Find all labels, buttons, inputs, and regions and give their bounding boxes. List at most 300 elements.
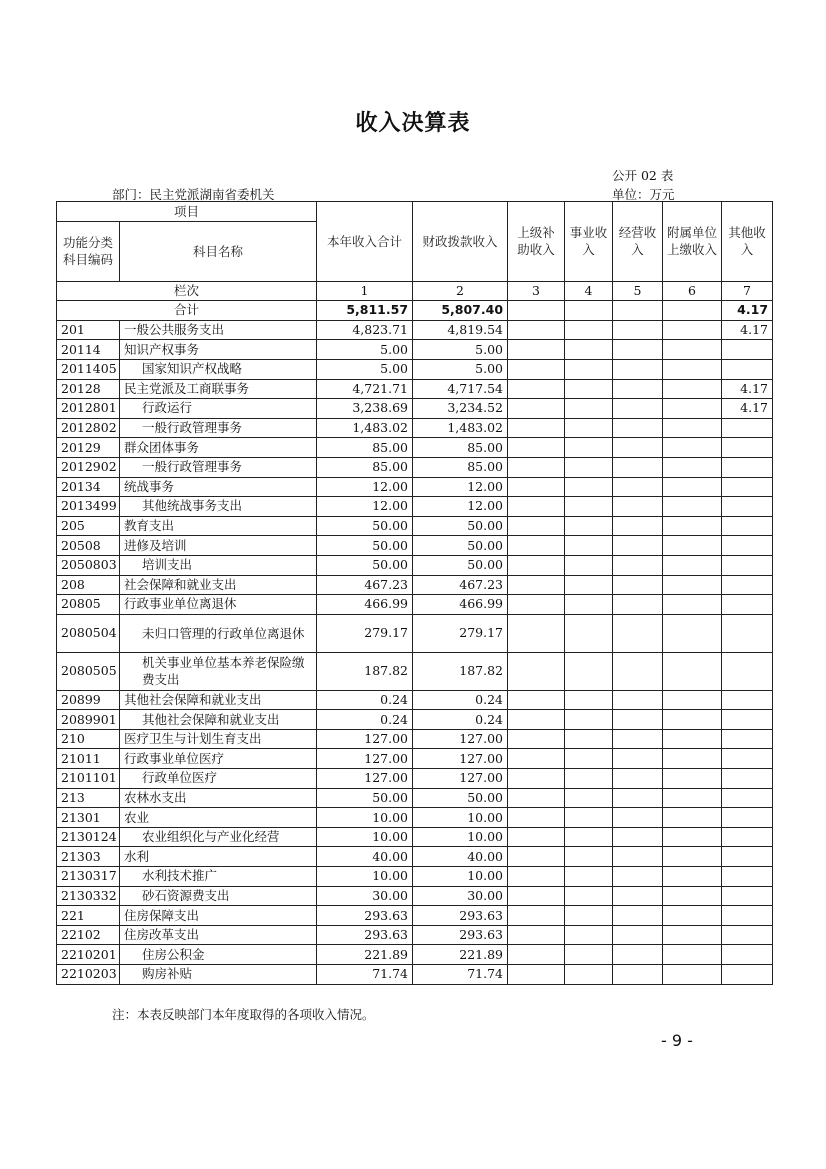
col-label: 栏次 — [57, 281, 317, 301]
row-name: 一般公共服务支出 — [120, 320, 317, 340]
row-c6 — [663, 847, 722, 867]
row-c2: 10.00 — [413, 867, 508, 887]
row-c1: 10.00 — [317, 867, 413, 887]
row-c1: 10.00 — [317, 827, 413, 847]
row-c4 — [565, 320, 613, 340]
row-c1: 50.00 — [317, 788, 413, 808]
row-c1: 221.89 — [317, 945, 413, 965]
row-c3 — [508, 808, 565, 828]
header-name: 科目名称 — [120, 221, 317, 281]
row-c6 — [663, 595, 722, 615]
row-c6 — [663, 808, 722, 828]
row-c2: 127.00 — [413, 749, 508, 769]
table-row — [57, 320, 773, 340]
row-c6 — [663, 418, 722, 438]
row-c5 — [613, 399, 663, 419]
total-c5 — [613, 301, 663, 321]
row-c2: 4,717.54 — [413, 379, 508, 399]
row-code: 2101101 — [57, 769, 120, 789]
row-c5 — [613, 555, 663, 575]
row-c5 — [613, 827, 663, 847]
row-c7 — [722, 477, 773, 497]
row-code: 2080504 — [57, 614, 120, 652]
row-name: 群众团体事务 — [120, 438, 317, 458]
row-name: 水利 — [120, 847, 317, 867]
row-c1: 467.23 — [317, 575, 413, 595]
table-row — [57, 457, 773, 477]
row-c5 — [613, 379, 663, 399]
header-c7: 其他收入 — [722, 202, 773, 282]
department-label: 部门：民主党派湖南省委机关 — [112, 187, 275, 202]
row-c2: 466.99 — [413, 595, 508, 615]
row-c5 — [613, 867, 663, 887]
table-row — [57, 847, 773, 867]
row-c7 — [722, 340, 773, 360]
row-c3 — [508, 477, 565, 497]
row-c4 — [565, 555, 613, 575]
row-c6 — [663, 536, 722, 556]
row-c2: 10.00 — [413, 808, 508, 828]
row-name: 进修及培训 — [120, 536, 317, 556]
total-c7: 4.17 — [722, 301, 773, 321]
row-name: 水利技术推广 — [120, 867, 317, 887]
row-c6 — [663, 769, 722, 789]
row-c1: 12.00 — [317, 477, 413, 497]
row-code: 210 — [57, 729, 120, 749]
row-c3 — [508, 847, 565, 867]
row-c2: 3,234.52 — [413, 399, 508, 419]
table-row — [57, 575, 773, 595]
row-name: 医疗卫生与计划生育支出 — [120, 729, 317, 749]
row-c5 — [613, 516, 663, 536]
table-row — [57, 555, 773, 575]
total-c4 — [565, 301, 613, 321]
total-c3 — [508, 301, 565, 321]
row-c2: 293.63 — [413, 925, 508, 945]
row-c2: 50.00 — [413, 788, 508, 808]
header-c1: 本年收入合计 — [317, 202, 413, 282]
row-c6 — [663, 925, 722, 945]
row-c4 — [565, 575, 613, 595]
row-name: 统战事务 — [120, 477, 317, 497]
row-name: 行政事业单位医疗 — [120, 749, 317, 769]
total-c2: 5,807.40 — [413, 301, 508, 321]
row-c1: 187.82 — [317, 652, 413, 690]
row-c6 — [663, 438, 722, 458]
table-row — [57, 749, 773, 769]
total-row — [57, 301, 773, 321]
row-code: 2130317 — [57, 867, 120, 887]
row-c3 — [508, 614, 565, 652]
row-c3 — [508, 516, 565, 536]
row-c1: 127.00 — [317, 749, 413, 769]
row-c1: 5.00 — [317, 340, 413, 360]
row-c2: 293.63 — [413, 906, 508, 926]
row-c7 — [722, 652, 773, 690]
row-c2: 0.24 — [413, 710, 508, 730]
row-c1: 40.00 — [317, 847, 413, 867]
table-row — [57, 925, 773, 945]
row-c6 — [663, 886, 722, 906]
row-name: 其他社会保障和就业支出 — [120, 690, 317, 710]
row-code: 2080505 — [57, 652, 120, 690]
table-row — [57, 965, 773, 985]
row-c3 — [508, 749, 565, 769]
row-c2: 85.00 — [413, 457, 508, 477]
row-c7 — [722, 749, 773, 769]
row-c6 — [663, 729, 722, 749]
row-c1: 0.24 — [317, 710, 413, 730]
table-row — [57, 418, 773, 438]
table-row — [57, 827, 773, 847]
row-c6 — [663, 497, 722, 517]
page-title: 收入决算表 — [355, 111, 471, 136]
row-c7: 4.17 — [722, 379, 773, 399]
row-c6 — [663, 788, 722, 808]
row-c6 — [663, 945, 722, 965]
row-name: 行政事业单位离退休 — [120, 595, 317, 615]
row-c5 — [613, 652, 663, 690]
row-c5 — [613, 359, 663, 379]
table-row — [57, 497, 773, 517]
row-c2: 187.82 — [413, 652, 508, 690]
row-name: 农业 — [120, 808, 317, 828]
row-c4 — [565, 827, 613, 847]
row-c2: 467.23 — [413, 575, 508, 595]
row-c5 — [613, 477, 663, 497]
row-c2: 85.00 — [413, 438, 508, 458]
row-c3 — [508, 965, 565, 985]
row-c7 — [722, 614, 773, 652]
row-c5 — [613, 457, 663, 477]
row-code: 221 — [57, 906, 120, 926]
row-c2: 50.00 — [413, 536, 508, 556]
row-c5 — [613, 808, 663, 828]
table-row — [57, 340, 773, 360]
total-c6 — [663, 301, 722, 321]
row-code: 2210203 — [57, 965, 120, 985]
row-c4 — [565, 769, 613, 789]
row-c4 — [565, 359, 613, 379]
row-c1: 30.00 — [317, 886, 413, 906]
row-c1: 50.00 — [317, 536, 413, 556]
table-row — [57, 690, 773, 710]
row-c2: 221.89 — [413, 945, 508, 965]
row-c7 — [722, 438, 773, 458]
row-c5 — [613, 945, 663, 965]
row-c3 — [508, 399, 565, 419]
table-row — [57, 516, 773, 536]
row-c7 — [722, 710, 773, 730]
total-c1: 5,811.57 — [317, 301, 413, 321]
row-c4 — [565, 516, 613, 536]
row-c2: 50.00 — [413, 555, 508, 575]
row-c6 — [663, 652, 722, 690]
header-c4: 事业收入 — [565, 202, 613, 282]
row-c1: 293.63 — [317, 906, 413, 926]
table-row — [57, 788, 773, 808]
row-name: 行政运行 — [120, 399, 317, 419]
table-row — [57, 710, 773, 730]
row-c5 — [613, 575, 663, 595]
table-row — [57, 536, 773, 556]
row-c2: 5.00 — [413, 340, 508, 360]
row-c1: 293.63 — [317, 925, 413, 945]
row-c4 — [565, 906, 613, 926]
table-row — [57, 652, 773, 690]
row-c4 — [565, 536, 613, 556]
row-c1: 71.74 — [317, 965, 413, 985]
row-c2: 12.00 — [413, 477, 508, 497]
row-c5 — [613, 340, 663, 360]
row-code: 21011 — [57, 749, 120, 769]
row-code: 2050803 — [57, 555, 120, 575]
row-c7 — [722, 886, 773, 906]
row-c2: 279.17 — [413, 614, 508, 652]
form-number: 公开 02 表 — [612, 168, 674, 183]
row-name: 农业组织化与产业化经营 — [120, 827, 317, 847]
row-c6 — [663, 749, 722, 769]
table-row — [57, 379, 773, 399]
table-row — [57, 906, 773, 926]
table-row — [57, 477, 773, 497]
row-c3 — [508, 379, 565, 399]
row-c3 — [508, 595, 565, 615]
row-c7 — [722, 595, 773, 615]
row-code: 2011405 — [57, 359, 120, 379]
row-c3 — [508, 710, 565, 730]
row-code: 20805 — [57, 595, 120, 615]
row-c3 — [508, 457, 565, 477]
row-c5 — [613, 690, 663, 710]
row-c1: 4,721.71 — [317, 379, 413, 399]
row-c4 — [565, 497, 613, 517]
row-name: 民主党派及工商联事务 — [120, 379, 317, 399]
table-row — [57, 808, 773, 828]
row-name: 其他统战事务支出 — [120, 497, 317, 517]
table-row — [57, 886, 773, 906]
table-row — [57, 359, 773, 379]
row-c3 — [508, 945, 565, 965]
row-code: 2089901 — [57, 710, 120, 730]
row-code: 22102 — [57, 925, 120, 945]
row-c1: 12.00 — [317, 497, 413, 517]
row-c5 — [613, 418, 663, 438]
row-c4 — [565, 438, 613, 458]
row-c2: 12.00 — [413, 497, 508, 517]
row-code: 2130124 — [57, 827, 120, 847]
row-c7: 4.17 — [722, 399, 773, 419]
row-name: 培训支出 — [120, 555, 317, 575]
col-num: 2 — [413, 281, 508, 301]
row-c6 — [663, 827, 722, 847]
table-row — [57, 595, 773, 615]
table-row — [57, 769, 773, 789]
row-c5 — [613, 729, 663, 749]
col-num: 3 — [508, 281, 565, 301]
row-c4 — [565, 788, 613, 808]
row-c1: 50.00 — [317, 516, 413, 536]
row-c4 — [565, 925, 613, 945]
row-code: 2012801 — [57, 399, 120, 419]
row-c7 — [722, 769, 773, 789]
row-c4 — [565, 867, 613, 887]
row-c3 — [508, 438, 565, 458]
row-name: 住房保障支出 — [120, 906, 317, 926]
row-c4 — [565, 399, 613, 419]
row-c5 — [613, 788, 663, 808]
row-code: 213 — [57, 788, 120, 808]
row-c7 — [722, 847, 773, 867]
row-code: 208 — [57, 575, 120, 595]
row-c6 — [663, 340, 722, 360]
row-c3 — [508, 729, 565, 749]
row-c1: 50.00 — [317, 555, 413, 575]
total-label: 合计 — [57, 301, 317, 321]
row-c4 — [565, 340, 613, 360]
row-code: 2013499 — [57, 497, 120, 517]
table-row — [57, 438, 773, 458]
row-c2: 10.00 — [413, 827, 508, 847]
row-c4 — [565, 965, 613, 985]
row-c7 — [722, 359, 773, 379]
table-row — [57, 399, 773, 419]
row-code: 2210201 — [57, 945, 120, 965]
row-c4 — [565, 379, 613, 399]
row-c3 — [508, 925, 565, 945]
row-c7 — [722, 925, 773, 945]
row-c4 — [565, 457, 613, 477]
row-c2: 50.00 — [413, 516, 508, 536]
row-c5 — [613, 906, 663, 926]
row-c2: 5.00 — [413, 359, 508, 379]
row-name: 购房补贴 — [120, 965, 317, 985]
row-c1: 85.00 — [317, 438, 413, 458]
row-c7 — [722, 457, 773, 477]
row-c2: 40.00 — [413, 847, 508, 867]
row-name: 砂石资源费支出 — [120, 886, 317, 906]
row-c6 — [663, 690, 722, 710]
table-row — [57, 945, 773, 965]
row-c4 — [565, 690, 613, 710]
row-c2: 4,819.54 — [413, 320, 508, 340]
row-code: 2012902 — [57, 457, 120, 477]
row-c1: 85.00 — [317, 457, 413, 477]
row-c5 — [613, 886, 663, 906]
row-c6 — [663, 379, 722, 399]
row-c4 — [565, 847, 613, 867]
row-c5 — [613, 925, 663, 945]
header-c5: 经营收入 — [613, 202, 663, 282]
row-c6 — [663, 614, 722, 652]
row-c3 — [508, 652, 565, 690]
row-name: 一般行政管理事务 — [120, 418, 317, 438]
table-row — [57, 729, 773, 749]
col-num: 7 — [722, 281, 773, 301]
row-code: 201 — [57, 320, 120, 340]
income-table — [56, 201, 773, 985]
row-c4 — [565, 808, 613, 828]
row-c7: 4.17 — [722, 320, 773, 340]
row-c2: 0.24 — [413, 690, 508, 710]
row-c7 — [722, 497, 773, 517]
row-c3 — [508, 827, 565, 847]
row-c3 — [508, 867, 565, 887]
row-c4 — [565, 886, 613, 906]
row-c7 — [722, 906, 773, 926]
row-c1: 466.99 — [317, 595, 413, 615]
row-c1: 279.17 — [317, 614, 413, 652]
row-c4 — [565, 418, 613, 438]
row-c1: 127.00 — [317, 769, 413, 789]
row-c6 — [663, 320, 722, 340]
row-c5 — [613, 536, 663, 556]
row-c5 — [613, 847, 663, 867]
row-c3 — [508, 575, 565, 595]
col-num: 4 — [565, 281, 613, 301]
row-c2: 127.00 — [413, 769, 508, 789]
row-c5 — [613, 595, 663, 615]
table-row — [57, 614, 773, 652]
row-c4 — [565, 652, 613, 690]
row-c3 — [508, 769, 565, 789]
row-name: 一般行政管理事务 — [120, 457, 317, 477]
row-c3 — [508, 320, 565, 340]
row-name: 教育支出 — [120, 516, 317, 536]
row-c7 — [722, 555, 773, 575]
header-c6: 附属单位上缴收入 — [663, 202, 722, 282]
row-c3 — [508, 497, 565, 517]
row-c6 — [663, 906, 722, 926]
row-c6 — [663, 575, 722, 595]
row-c5 — [613, 710, 663, 730]
row-c5 — [613, 749, 663, 769]
row-c7 — [722, 965, 773, 985]
row-c2: 1,483.02 — [413, 418, 508, 438]
row-c1: 3,238.69 — [317, 399, 413, 419]
row-c4 — [565, 477, 613, 497]
row-c7 — [722, 418, 773, 438]
row-c6 — [663, 710, 722, 730]
row-c7 — [722, 945, 773, 965]
row-c4 — [565, 729, 613, 749]
row-c5 — [613, 965, 663, 985]
row-c6 — [663, 555, 722, 575]
row-code: 2012802 — [57, 418, 120, 438]
row-c5 — [613, 320, 663, 340]
row-c6 — [663, 359, 722, 379]
header-code: 功能分类科目编码 — [57, 221, 120, 281]
row-c5 — [613, 769, 663, 789]
row-code: 20129 — [57, 438, 120, 458]
header-item: 项目 — [57, 202, 317, 222]
row-c1: 1,483.02 — [317, 418, 413, 438]
row-c4 — [565, 749, 613, 769]
row-c5 — [613, 438, 663, 458]
row-code: 20128 — [57, 379, 120, 399]
row-c6 — [663, 965, 722, 985]
footnote: 注：本表反映部门本年度取得的各项收入情况。 — [112, 1007, 375, 1022]
row-c1: 5.00 — [317, 359, 413, 379]
row-c1: 4,823.71 — [317, 320, 413, 340]
row-name: 未归口管理的行政单位离退休 — [120, 614, 317, 652]
row-c4 — [565, 710, 613, 730]
row-code: 21301 — [57, 808, 120, 828]
row-c3 — [508, 886, 565, 906]
row-c3 — [508, 418, 565, 438]
row-c4 — [565, 595, 613, 615]
row-c6 — [663, 457, 722, 477]
